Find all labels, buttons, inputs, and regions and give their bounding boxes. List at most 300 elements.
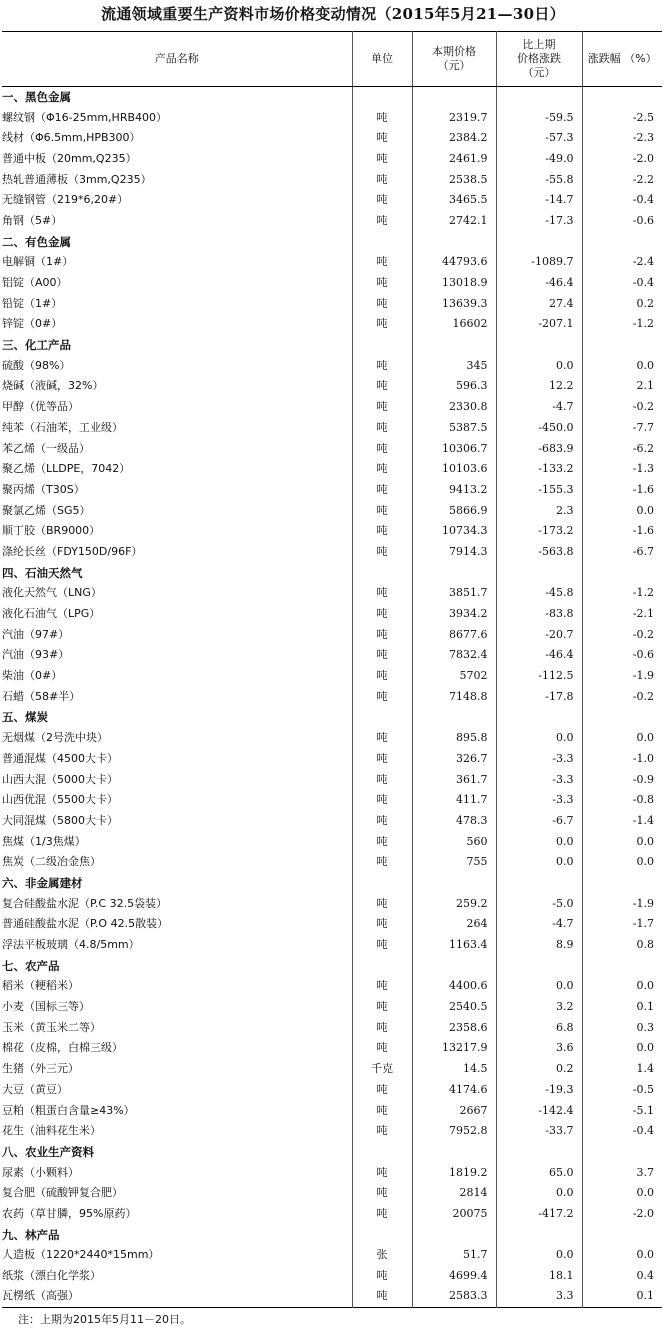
unit-cell: 千克 <box>352 1059 412 1080</box>
change-cell: -207.1 <box>496 314 582 335</box>
unit-cell: 吨 <box>352 273 412 294</box>
empty-cell <box>496 873 582 894</box>
change-cell: -46.4 <box>496 273 582 294</box>
unit-cell: 吨 <box>352 624 412 645</box>
empty-cell <box>582 1224 662 1245</box>
product-name: 纯苯（石油苯，工业级） <box>2 420 123 434</box>
change-cell: 65.0 <box>496 1162 582 1183</box>
empty-cell <box>496 562 582 583</box>
price-cell: 560 <box>412 831 496 852</box>
empty-cell <box>496 1142 582 1163</box>
price-cell: 4174.6 <box>412 1080 496 1101</box>
unit-cell: 吨 <box>352 438 412 459</box>
table-row <box>2 1121 662 1142</box>
product-name: 大同混煤（5800大卡） <box>2 813 118 827</box>
empty-cell <box>582 87 662 108</box>
price-cell: 2384.2 <box>412 128 496 149</box>
price-cell: 345 <box>412 355 496 376</box>
product-name: 人造板（1220*2440*15mm） <box>2 1248 160 1262</box>
empty-cell <box>352 955 412 976</box>
pct-cell: 0.0 <box>582 1245 662 1266</box>
pct-cell: 2.1 <box>582 376 662 397</box>
product-name: 瓦楞纸（高强） <box>2 1289 79 1303</box>
pct-cell: -6.2 <box>582 438 662 459</box>
category-name: 四、石油天然气 <box>2 565 83 580</box>
change-cell: 0.0 <box>496 976 582 997</box>
unit-cell: 吨 <box>352 314 412 335</box>
empty-cell <box>496 231 582 252</box>
unit-cell: 吨 <box>352 355 412 376</box>
price-cell: 755 <box>412 852 496 873</box>
table-row <box>2 1266 662 1287</box>
product-name: 石蜡（58#半） <box>2 689 81 703</box>
change-cell: 0.0 <box>496 728 582 749</box>
pct-cell: 0.1 <box>582 997 662 1018</box>
product-name: 汽油（97#） <box>2 627 70 641</box>
pct-cell: 0.0 <box>582 976 662 997</box>
table-row <box>2 811 662 832</box>
product-name: 普通混煤（4500大卡） <box>2 751 118 765</box>
product-name: 复合肥（硫酸钾复合肥） <box>2 1186 123 1200</box>
product-name: 聚氯乙烯（SG5） <box>2 503 91 517</box>
pct-cell: 0.3 <box>582 1017 662 1038</box>
product-name: 普通中板（20mm,Q235） <box>2 151 137 165</box>
unit-cell: 吨 <box>352 645 412 666</box>
change-cell: -59.5 <box>496 107 582 128</box>
category-name: 九、林产品 <box>2 1227 60 1242</box>
pct-cell: -6.7 <box>582 542 662 563</box>
pct-cell: -0.5 <box>582 1080 662 1101</box>
table-row <box>2 169 662 190</box>
empty-cell <box>412 1142 496 1163</box>
price-cell: 411.7 <box>412 790 496 811</box>
change-cell: 6.8 <box>496 1017 582 1038</box>
table-row <box>2 542 662 563</box>
pct-cell: -2.3 <box>582 128 662 149</box>
pct-cell: -2.1 <box>582 604 662 625</box>
price-cell: 51.7 <box>412 1245 496 1266</box>
product-name: 线材（Φ6.5mm,HPB300） <box>2 131 141 145</box>
table-row <box>2 1017 662 1038</box>
footnote: 注：上期为2015年5月11－20日。 <box>18 1313 191 1326</box>
product-name: 焦煤（1/3焦煤） <box>2 834 86 848</box>
table-row <box>2 1059 662 1080</box>
table-row <box>2 914 662 935</box>
pct-cell: -7.7 <box>582 418 662 439</box>
empty-cell <box>412 955 496 976</box>
change-cell: -17.8 <box>496 686 582 707</box>
table-header <box>2 32 662 87</box>
price-cell: 1819.2 <box>412 1162 496 1183</box>
price-table <box>2 31 662 1308</box>
price-cell: 5702 <box>412 666 496 687</box>
change-cell: -4.7 <box>496 397 582 418</box>
table-row <box>2 107 662 128</box>
category-row <box>2 873 662 894</box>
table-row <box>2 893 662 914</box>
price-cell: 7148.8 <box>412 686 496 707</box>
table-row <box>2 645 662 666</box>
product-name: 豆粕（粗蛋白含量≥43%） <box>2 1103 135 1117</box>
empty-cell <box>582 955 662 976</box>
change-cell: -20.7 <box>496 624 582 645</box>
price-cell: 13639.3 <box>412 293 496 314</box>
change-cell: -17.3 <box>496 211 582 232</box>
change-cell: -173.2 <box>496 521 582 542</box>
empty-cell <box>496 335 582 356</box>
product-name: 花生（油料花生米） <box>2 1124 101 1138</box>
empty-cell <box>352 87 412 108</box>
empty-cell <box>412 335 496 356</box>
product-name: 大豆（黄豆） <box>2 1082 68 1096</box>
empty-cell <box>496 1224 582 1245</box>
pct-cell: -1.6 <box>582 521 662 542</box>
pct-cell: -2.0 <box>582 149 662 170</box>
product-name: 液化天然气（LNG） <box>2 586 102 600</box>
header-price <box>412 32 496 87</box>
pct-cell: -1.9 <box>582 666 662 687</box>
product-name: 焦炭（二级冶金焦） <box>2 855 101 869</box>
header-price-line2: （元） <box>437 59 471 72</box>
price-cell: 2538.5 <box>412 169 496 190</box>
change-cell: 12.2 <box>496 376 582 397</box>
header-pct: 涨跌幅 （%） <box>582 32 662 87</box>
table-row <box>2 521 662 542</box>
product-name: 螺纹钢（Φ16-25mm,HRB400） <box>2 110 168 124</box>
category-name: 三、化工产品 <box>2 338 71 353</box>
header-price-line1: 本期价格 <box>432 45 476 58</box>
pct-cell: 0.0 <box>582 852 662 873</box>
product-name: 铅锭（1#） <box>2 296 63 310</box>
category-row <box>2 707 662 728</box>
unit-cell: 吨 <box>352 1162 412 1183</box>
price-cell: 10306.7 <box>412 438 496 459</box>
product-name: 液化石油气（LPG） <box>2 607 101 621</box>
unit-cell: 吨 <box>352 666 412 687</box>
price-cell: 16602 <box>412 314 496 335</box>
category-row <box>2 335 662 356</box>
pct-cell: -0.6 <box>582 645 662 666</box>
price-cell: 7952.8 <box>412 1121 496 1142</box>
pct-cell: -2.5 <box>582 107 662 128</box>
category-name: 七、农产品 <box>2 958 60 973</box>
price-cell: 2540.5 <box>412 997 496 1018</box>
unit-cell: 吨 <box>352 211 412 232</box>
product-name: 玉米（黄玉米二等） <box>2 1020 101 1034</box>
table-row <box>2 997 662 1018</box>
price-cell: 2583.3 <box>412 1286 496 1307</box>
table-row <box>2 397 662 418</box>
pct-cell: -0.8 <box>582 790 662 811</box>
product-name: 小麦（国标三等） <box>2 1000 90 1014</box>
empty-cell <box>412 87 496 108</box>
unit-cell: 吨 <box>352 749 412 770</box>
empty-cell <box>582 231 662 252</box>
product-name: 烧碱（液碱，32%） <box>2 379 104 393</box>
table-row <box>2 666 662 687</box>
unit-cell: 吨 <box>352 852 412 873</box>
empty-cell <box>412 562 496 583</box>
category-row <box>2 231 662 252</box>
pct-cell: -0.6 <box>582 211 662 232</box>
table-row <box>2 1080 662 1101</box>
unit-cell: 吨 <box>352 252 412 273</box>
change-cell: -4.7 <box>496 914 582 935</box>
table-row <box>2 128 662 149</box>
change-cell: 2.3 <box>496 500 582 521</box>
table-row <box>2 480 662 501</box>
change-cell: -83.8 <box>496 604 582 625</box>
pct-cell: 0.0 <box>582 831 662 852</box>
product-name: 角钢（5#） <box>2 213 63 227</box>
unit-cell: 吨 <box>352 686 412 707</box>
unit-cell: 吨 <box>352 397 412 418</box>
pct-cell: -1.6 <box>582 480 662 501</box>
change-cell: -563.8 <box>496 542 582 563</box>
product-name: 锌锭（0#） <box>2 317 63 331</box>
change-cell: 3.3 <box>496 1286 582 1307</box>
change-cell: -5.0 <box>496 893 582 914</box>
pct-cell: -2.0 <box>582 1204 662 1225</box>
table-row <box>2 604 662 625</box>
change-cell: -46.4 <box>496 645 582 666</box>
table-body <box>2 87 662 1308</box>
change-cell: 3.2 <box>496 997 582 1018</box>
product-name: 山西大混（5000大卡） <box>2 772 118 786</box>
change-cell: 0.0 <box>496 1183 582 1204</box>
change-cell: -133.2 <box>496 459 582 480</box>
product-name: 普通硅酸盐水泥（P.O 42.5散装） <box>2 917 169 931</box>
unit-cell: 吨 <box>352 480 412 501</box>
empty-cell <box>412 707 496 728</box>
table-row <box>2 1100 662 1121</box>
table-row <box>2 418 662 439</box>
pct-cell: -0.9 <box>582 769 662 790</box>
unit-cell: 吨 <box>352 521 412 542</box>
price-cell: 264 <box>412 914 496 935</box>
empty-cell <box>352 1224 412 1245</box>
change-cell: -417.2 <box>496 1204 582 1225</box>
unit-cell: 吨 <box>352 1080 412 1101</box>
category-row <box>2 87 662 108</box>
table-row <box>2 728 662 749</box>
change-cell: -33.7 <box>496 1121 582 1142</box>
product-name: 聚丙烯（T30S） <box>2 482 85 496</box>
empty-cell <box>352 562 412 583</box>
product-name: 农药（草甘膦，95%原药） <box>2 1206 137 1220</box>
pct-cell: 3.7 <box>582 1162 662 1183</box>
table-row <box>2 769 662 790</box>
product-name: 棉花（皮棉，白棉三级） <box>2 1041 123 1055</box>
category-row <box>2 562 662 583</box>
unit-cell: 吨 <box>352 1017 412 1038</box>
table-row <box>2 583 662 604</box>
table-row <box>2 459 662 480</box>
empty-cell <box>582 562 662 583</box>
product-name: 硫酸（98%） <box>2 358 71 372</box>
unit-cell: 吨 <box>352 542 412 563</box>
pct-cell: 0.0 <box>582 500 662 521</box>
price-cell: 2814 <box>412 1183 496 1204</box>
price-cell: 7832.4 <box>412 645 496 666</box>
pct-cell: -1.9 <box>582 893 662 914</box>
price-cell: 2319.7 <box>412 107 496 128</box>
price-cell: 259.2 <box>412 893 496 914</box>
change-cell: 18.1 <box>496 1266 582 1287</box>
empty-cell <box>352 231 412 252</box>
table-row <box>2 314 662 335</box>
table-row <box>2 831 662 852</box>
table-row <box>2 149 662 170</box>
header-change-line2: 价格涨跌 <box>517 52 561 65</box>
table-row <box>2 438 662 459</box>
table-row <box>2 1245 662 1266</box>
product-name: 柴油（0#） <box>2 669 63 683</box>
price-cell: 3934.2 <box>412 604 496 625</box>
table-row <box>2 935 662 956</box>
table-row <box>2 749 662 770</box>
product-name: 无缝钢管（219*6,20#） <box>2 193 129 207</box>
pct-cell: 0.0 <box>582 1038 662 1059</box>
change-cell: -14.7 <box>496 190 582 211</box>
header-unit: 单位 <box>352 32 412 87</box>
empty-cell <box>496 87 582 108</box>
unit-cell: 吨 <box>352 376 412 397</box>
change-cell: -683.9 <box>496 438 582 459</box>
price-cell: 5387.5 <box>412 418 496 439</box>
table-row <box>2 500 662 521</box>
unit-cell: 吨 <box>352 190 412 211</box>
empty-cell <box>352 707 412 728</box>
table-row <box>2 211 662 232</box>
product-name: 涤纶长丝（FDY150D/96F） <box>2 544 143 558</box>
unit-cell: 吨 <box>352 997 412 1018</box>
change-cell: -112.5 <box>496 666 582 687</box>
price-cell: 13018.9 <box>412 273 496 294</box>
product-name: 汽油（93#） <box>2 648 70 662</box>
price-cell: 14.5 <box>412 1059 496 1080</box>
unit-cell: 吨 <box>352 169 412 190</box>
unit-cell: 吨 <box>352 914 412 935</box>
unit-cell: 吨 <box>352 831 412 852</box>
price-cell: 44793.6 <box>412 252 496 273</box>
price-cell: 4699.4 <box>412 1266 496 1287</box>
unit-cell: 吨 <box>352 1038 412 1059</box>
category-name: 六、非金属建材 <box>2 875 83 890</box>
unit-cell: 吨 <box>352 1100 412 1121</box>
table-row <box>2 1204 662 1225</box>
price-cell: 895.8 <box>412 728 496 749</box>
price-cell: 4400.6 <box>412 976 496 997</box>
pct-cell: -0.2 <box>582 624 662 645</box>
pct-cell: 0.8 <box>582 935 662 956</box>
empty-cell <box>412 231 496 252</box>
category-row <box>2 955 662 976</box>
pct-cell: -2.2 <box>582 169 662 190</box>
unit-cell: 吨 <box>352 1121 412 1142</box>
table-row <box>2 355 662 376</box>
table-row <box>2 976 662 997</box>
empty-cell <box>412 873 496 894</box>
price-cell: 9413.2 <box>412 480 496 501</box>
table-row <box>2 1286 662 1307</box>
unit-cell: 吨 <box>352 1266 412 1287</box>
pct-cell: 0.4 <box>582 1266 662 1287</box>
table-row <box>2 1183 662 1204</box>
product-name: 山西优混（5500大卡） <box>2 793 118 807</box>
unit-cell: 吨 <box>352 149 412 170</box>
unit-cell: 吨 <box>352 1204 412 1225</box>
header-change <box>496 32 582 87</box>
table-row <box>2 293 662 314</box>
table-row <box>2 1162 662 1183</box>
empty-cell <box>352 873 412 894</box>
product-name: 纸浆（漂白化学浆） <box>2 1269 101 1283</box>
price-cell: 2461.9 <box>412 149 496 170</box>
change-cell: -1089.7 <box>496 252 582 273</box>
price-cell: 7914.3 <box>412 542 496 563</box>
empty-cell <box>582 707 662 728</box>
product-name: 铝锭（A00） <box>2 276 68 290</box>
price-cell: 3465.5 <box>412 190 496 211</box>
change-cell: -3.3 <box>496 790 582 811</box>
pct-cell: -5.1 <box>582 1100 662 1121</box>
unit-cell: 吨 <box>352 976 412 997</box>
price-cell: 2742.1 <box>412 211 496 232</box>
table-row <box>2 376 662 397</box>
empty-cell <box>582 1142 662 1163</box>
change-cell: 0.0 <box>496 1245 582 1266</box>
price-cell: 20075 <box>412 1204 496 1225</box>
unit-cell: 吨 <box>352 107 412 128</box>
product-name: 电解铜（1#） <box>2 255 74 269</box>
empty-cell <box>496 955 582 976</box>
change-cell: -19.3 <box>496 1080 582 1101</box>
category-row <box>2 1142 662 1163</box>
product-name: 甲醇（优等品） <box>2 400 79 414</box>
product-name: 复合硅酸盐水泥（P.C 32.5袋装） <box>2 896 168 910</box>
empty-cell <box>352 335 412 356</box>
price-cell: 1163.4 <box>412 935 496 956</box>
unit-cell: 张 <box>352 1245 412 1266</box>
price-cell: 3851.7 <box>412 583 496 604</box>
pct-cell: 1.4 <box>582 1059 662 1080</box>
category-row <box>2 1224 662 1245</box>
pct-cell: 0.0 <box>582 1183 662 1204</box>
table-row <box>2 852 662 873</box>
change-cell: 0.2 <box>496 1059 582 1080</box>
price-cell: 326.7 <box>412 749 496 770</box>
pct-cell: -2.4 <box>582 252 662 273</box>
pct-cell: -1.4 <box>582 811 662 832</box>
category-name: 二、有色金属 <box>2 234 71 249</box>
pct-cell: -0.4 <box>582 1121 662 1142</box>
price-cell: 10103.6 <box>412 459 496 480</box>
change-cell: 3.6 <box>496 1038 582 1059</box>
change-cell: -57.3 <box>496 128 582 149</box>
pct-cell: -1.2 <box>582 583 662 604</box>
empty-cell <box>496 707 582 728</box>
pct-cell: 0.0 <box>582 728 662 749</box>
table-row <box>2 790 662 811</box>
unit-cell: 吨 <box>352 293 412 314</box>
unit-cell: 吨 <box>352 790 412 811</box>
product-name: 尿素（小颗料） <box>2 1165 79 1179</box>
pct-cell: -0.4 <box>582 273 662 294</box>
change-cell: 8.9 <box>496 935 582 956</box>
document-title: 流通领域重要生产资料市场价格变动情况（2015年5月21—30日） <box>101 5 565 23</box>
pct-cell: -1.2 <box>582 314 662 335</box>
